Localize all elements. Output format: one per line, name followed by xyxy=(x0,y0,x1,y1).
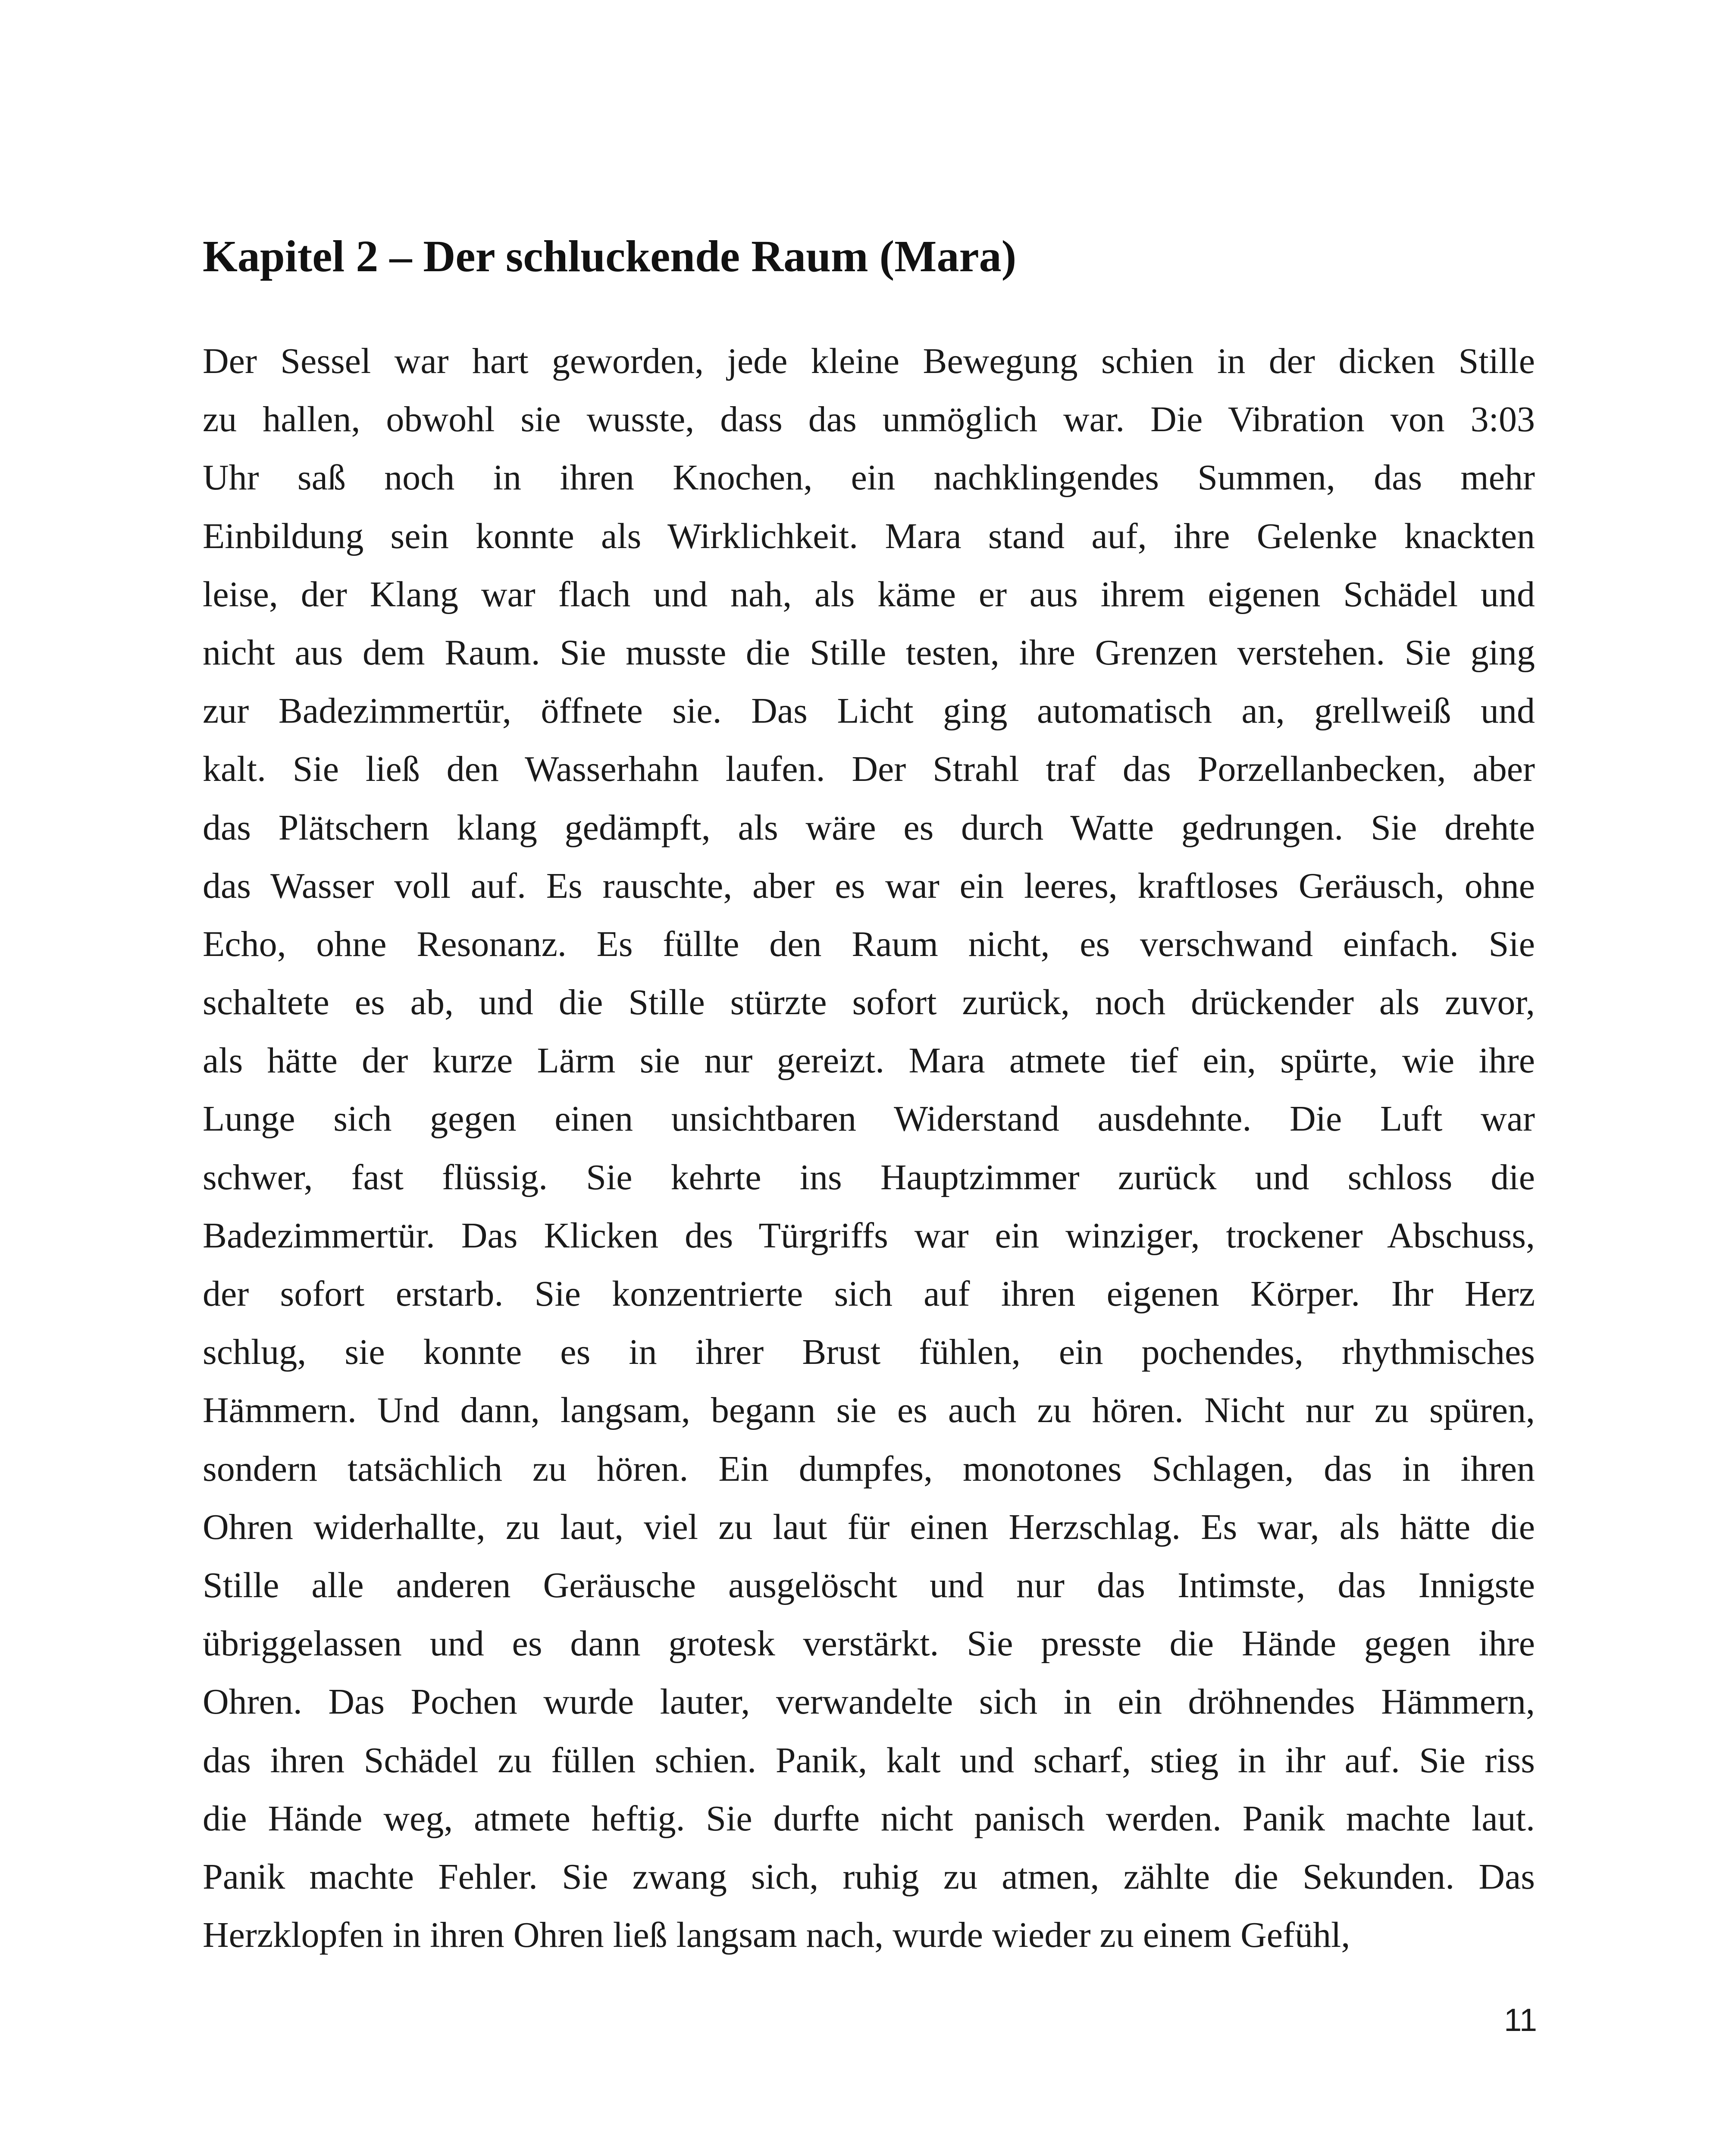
text-line: schwer, fast flüssig. Sie kehrte ins Hauptzimmer zurück und schloss die xyxy=(203,1157,1535,1197)
text-line: Ohren. Das Pochen wurde lauter, verwandelte sich in ein dröhnendes Hämmern, xyxy=(203,1682,1535,1722)
text-line: Stille alle anderen Geräusche ausgelöscht und nur das Intimste, das Innigste xyxy=(203,1565,1535,1605)
text-line: der sofort erstarb. Sie konzentrierte sich auf ihren eigenen Körper. Ihr Herz xyxy=(203,1274,1535,1314)
text-line: Einbildung sein konnte als Wirklichkeit. Mara stand auf, ihre Gelenke knackten xyxy=(203,516,1535,556)
text-line: kalt. Sie ließ den Wasserhahn laufen. Der Strahl traf das Porzellanbecken, aber xyxy=(203,749,1535,790)
text-line: das Wasser voll auf. Es rauschte, aber es war ein leeres, kraftloses Geräusch, ohne xyxy=(203,865,1535,906)
text-line: Ohren widerhallte, zu laut, viel zu laut für einen Herzschlag. Es war, als hätte die xyxy=(203,1507,1535,1547)
text-line: das ihren Schädel zu füllen schien. Panik, kalt und scharf, stieg in ihr auf. Sie riss xyxy=(203,1740,1535,1780)
text-line: leise, der Klang war flach und nah, als käme er aus ihrem eigenen Schädel und xyxy=(203,574,1535,614)
text-line: die Hände weg, atmete heftig. Sie durfte nicht panisch werden. Panik machte laut. xyxy=(203,1798,1535,1839)
text-line: schlug, sie konnte es in ihrer Brust fühlen, ein pochendes, rhythmisches xyxy=(203,1332,1535,1373)
page-number: 11 xyxy=(1504,2002,1537,2038)
text-line: Panik machte Fehler. Sie zwang sich, ruhig zu atmen, zählte die Sekunden. Das xyxy=(203,1856,1535,1897)
text-line: Echo, ohne Resonanz. Es füllte den Raum nicht, es verschwand einfach. Sie xyxy=(203,924,1535,964)
text-line: Hämmern. Und dann, langsam, begann sie es auch zu hören. Nicht nur zu spüren, xyxy=(203,1390,1535,1431)
text-line: zu hallen, obwohl sie wusste, dass das unmöglich war. Die Vibration von 3:03 xyxy=(203,399,1535,440)
text-line: als hätte der kurze Lärm sie nur gereizt. Mara atmete tief ein, spürte, wie ihre xyxy=(203,1040,1535,1081)
text-line: nicht aus dem Raum. Sie musste die Stille testen, ihre Grenzen verstehen. Sie ging xyxy=(203,632,1535,673)
text-line: Lunge sich gegen einen unsichtbaren Widerstand ausdehnte. Die Luft war xyxy=(203,1099,1535,1139)
body-text xyxy=(203,332,1535,1964)
text-line: sondern tatsächlich zu hören. Ein dumpfes, monotones Schlagen, das in ihren xyxy=(203,1448,1535,1489)
text-line: das Plätschern klang gedämpft, als wäre es durch Watte gedrungen. Sie drehte xyxy=(203,807,1535,848)
text-line: schaltete es ab, und die Stille stürzte sofort zurück, noch drückender als zuvor, xyxy=(203,982,1535,1023)
text-line: Uhr saß noch in ihren Knochen, ein nachklingendes Summen, das mehr xyxy=(203,458,1535,498)
text-line: übriggelassen und es dann grotesk verstärkt. Sie presste die Hände gegen ihre xyxy=(203,1623,1535,1664)
text-line: zur Badezimmertür, öffnete sie. Das Licht ging automatisch an, grellweiß und xyxy=(203,691,1535,731)
text-line: Der Sessel war hart geworden, jede kleine Bewegung schien in der dicken Stille xyxy=(203,341,1535,381)
text-line: Badezimmertür. Das Klicken des Türgriffs war ein winziger, trockener Abschuss, xyxy=(203,1215,1535,1256)
text-line: Herzklopfen in ihren Ohren ließ langsam nach, wurde wieder zu einem Gefühl, xyxy=(203,1915,1350,1955)
chapter-title: Kapitel 2 – Der schluckende Raum (Mara) xyxy=(203,232,1017,281)
